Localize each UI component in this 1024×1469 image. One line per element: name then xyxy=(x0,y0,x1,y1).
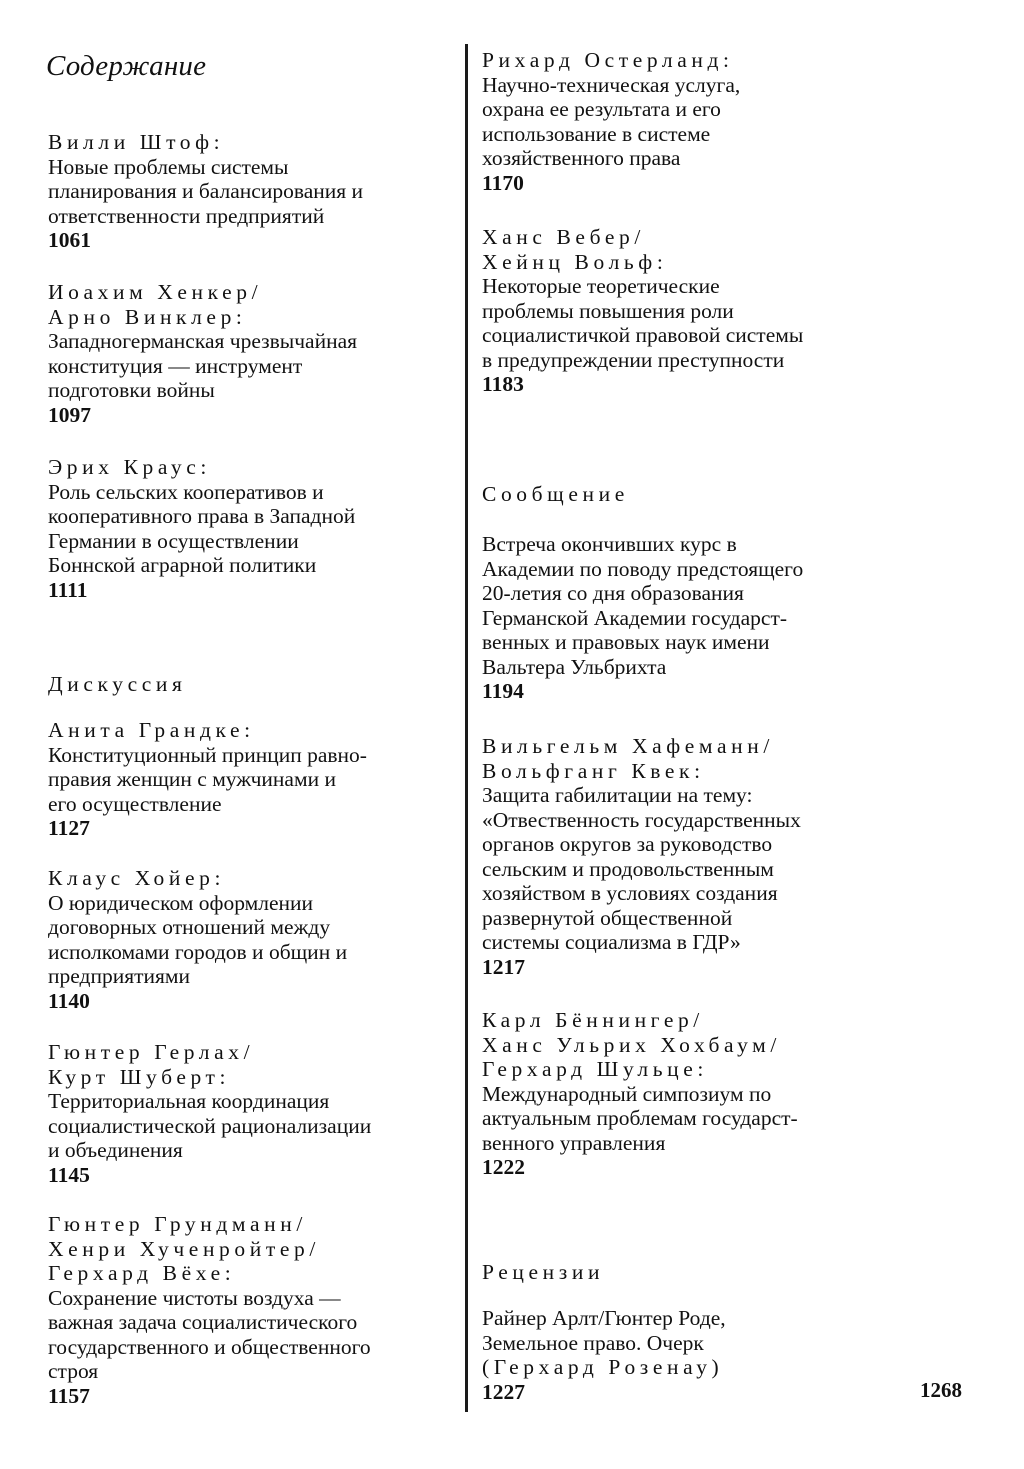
entry-author: Хейнц Вольф: xyxy=(482,249,668,274)
toc-entry[interactable] xyxy=(482,532,803,704)
toc-entry[interactable] xyxy=(482,1306,726,1404)
entry-page-number: 1111 xyxy=(48,577,88,602)
entry-title: Некоторые теоретические проблемы повышения роли социалистичкой правовой системы в предупреждении преступности xyxy=(482,274,804,372)
entry-page-number: 1140 xyxy=(48,988,90,1013)
folio-page-number: 1268 xyxy=(920,1378,962,1402)
entry-title: Защита габилитации на тему: «Отвественность государственных органов округов за руководство сельским и продовольственным хозяйством в условиях создания развернутой общественной системы социализма в ГДР» xyxy=(482,783,801,954)
entry-author: Иоахим Хенкер/ xyxy=(48,280,263,304)
entry-author: Ханс Вебер/ xyxy=(482,225,645,249)
page-title: Содержание xyxy=(46,50,207,82)
toc-entry[interactable] xyxy=(482,225,803,397)
toc-entry[interactable] xyxy=(48,130,363,253)
entry-page-number: 1227 xyxy=(482,1379,525,1404)
section-heading-reviews: Рецензии xyxy=(482,1260,605,1284)
entry-page-number: 1170 xyxy=(482,170,524,195)
entry-author: Герхард Вёхе: xyxy=(48,1261,236,1285)
entry-title: Международный симпозиум по актуальным проблемам государст- венного управления xyxy=(482,1081,798,1155)
toc-entry[interactable] xyxy=(482,1008,798,1180)
entry-author: Вилли Штоф: xyxy=(48,130,225,154)
entry-title: Встреча окончивших курс в Академии по поводу предстоящего 20-летия со дня образования Германской Академии государст- венных и правовых наук имени Вальтера Ульбрихта xyxy=(482,532,804,679)
entry-page-number: 1183 xyxy=(482,372,524,396)
toc-entry[interactable] xyxy=(48,280,357,427)
entry-author: Вольфганг Квек: xyxy=(482,758,705,783)
review-reviewer: (Герхард Розенау) xyxy=(482,1355,724,1379)
toc-entry[interactable] xyxy=(482,48,740,195)
entry-author: Курт Шуберт: xyxy=(48,1064,231,1089)
section-heading-discussion: Дискуссия xyxy=(48,672,187,696)
toc-entry[interactable] xyxy=(48,866,347,1013)
entry-page-number: 1127 xyxy=(48,816,90,840)
entry-page-number: 1194 xyxy=(482,679,524,703)
toc-entry[interactable] xyxy=(48,1040,371,1187)
entry-author: Ханс Ульрих Хохбаум/ xyxy=(482,1032,781,1057)
entry-page-number: 1145 xyxy=(48,1162,90,1187)
entry-title: Сохранение чистоты воздуха — важная задача социалистического государственного и общественного строя xyxy=(48,1285,371,1383)
entry-author: Гюнтер Грундманн/ xyxy=(48,1212,307,1236)
toc-entry[interactable] xyxy=(48,455,355,602)
section-heading-report: Сообщение xyxy=(482,482,629,506)
entry-title: О юридическом оформлении договорных отношений между исполкомами городов и общин и предприятиями xyxy=(48,890,348,988)
toc-entry[interactable] xyxy=(48,1212,371,1408)
entry-author: Вильгельм Хафеманн/ xyxy=(482,734,774,758)
entry-author: Рихард Остерланд: xyxy=(482,48,734,72)
entry-title: Новые проблемы системы планирования и балансирования и ответственности предприятий xyxy=(48,154,364,228)
entry-author: Клаус Хойер: xyxy=(48,866,226,890)
column-divider xyxy=(465,44,468,1412)
entry-title: Конституционный принцип равно- правия женщин с мужчинами и его осуществление xyxy=(48,742,367,816)
toc-entry[interactable] xyxy=(482,734,801,979)
entry-author: Эрих Краус: xyxy=(48,455,211,479)
entry-author: Гюнтер Герлах/ xyxy=(48,1040,255,1064)
entry-author: Анита Грандке: xyxy=(48,718,255,742)
toc-entry[interactable] xyxy=(48,718,367,841)
entry-title: Научно-техническая услуга, охрана ее результата и его использование в системе хозяйственного права xyxy=(482,72,741,170)
entry-title: Территориальная координация социалистической рационализации и объединения xyxy=(48,1089,372,1162)
entry-author: Хенри Хученройтер/ xyxy=(48,1236,320,1261)
entry-page-number: 1157 xyxy=(48,1383,90,1408)
entry-page-number: 1097 xyxy=(48,402,91,427)
entry-author: Арно Винклер: xyxy=(48,304,247,329)
entry-title: Западногерманская чрезвычайная конституция — инструмент подготовки войны xyxy=(48,329,358,402)
entry-page-number: 1217 xyxy=(482,954,525,979)
entry-page-number: 1061 xyxy=(48,228,91,252)
entry-author: Карл Бённингер/ xyxy=(482,1008,704,1032)
entry-title: Роль сельских кооперативов и кооперативного права в Западной Германии в осуществлении Боннской аграрной политики xyxy=(48,479,356,577)
entry-author: Герхард Шульце: xyxy=(482,1057,708,1081)
review-book: Райнер Арлт/Гюнтер Роде, Земельное право. Очерк xyxy=(482,1306,726,1355)
entry-page-number: 1222 xyxy=(482,1155,525,1179)
